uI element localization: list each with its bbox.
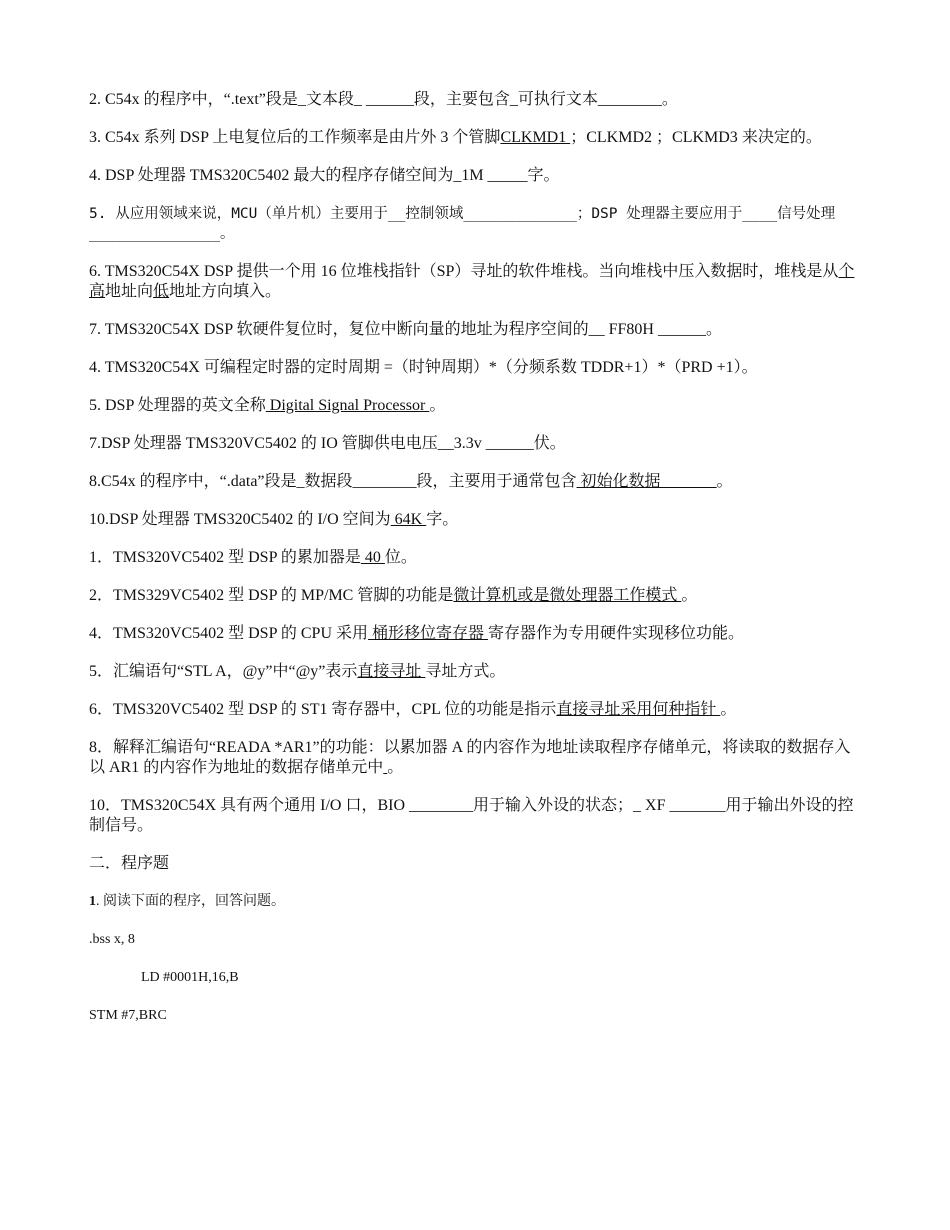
fill-item-application-domain: 5. 从应用领域来说，MCU（单片机）主要用于__控制领域_____________；DSP 处理器主要应用于____信号处理_______________。: [89, 206, 836, 242]
question-text: . 阅读下面的程序，回答问题。: [96, 894, 285, 909]
answer-low: 低: [153, 283, 170, 300]
fill-item-cpl-bit: 6．TMS320VC5402 型 DSP 的 ST1 寄存器中，CPL 位的功能是指示直接寻址采用何种指针 。: [89, 701, 737, 718]
answer-clkmd1: CLKMD1: [500, 129, 571, 146]
fill-item-timer-period: 4. TMS320C54X 可编程定时器的定时周期 =（时钟周期）*（分频系数 TDDR+1）*（PRD +1）。: [89, 359, 758, 376]
answer-mpmc-mode: 微计算机或是微处理器工作模式: [453, 587, 682, 604]
fill-item-barrel-shifter: 4．TMS320VC5402 型 DSP 的 CPU 采用 桶形移位寄存器 寄存器作为专用硬件实现移位功能。: [89, 625, 745, 642]
fill-item-addressing-mode: 5．汇编语句“STL A，@y”中“@y”表示直接寻址 寻址方式。: [89, 663, 506, 680]
code-line: .bss x, 8: [89, 932, 135, 947]
answer-cpl-pointer: 直接寻址采用何种指针: [556, 701, 721, 718]
section-title: 二．程序题: [89, 855, 170, 872]
code-line: LD #0001H,16,B: [141, 970, 239, 985]
fill-item-program-space: 4. DSP 处理器 TMS320C5402 最大的程序存储空间为_1M _____字。: [89, 167, 560, 184]
answer-40: 40: [360, 549, 385, 566]
fill-item-reset-vector: 7. TMS320C54X DSP 软硬件复位时，复位中断向量的地址为程序空间的__ FF80H ______。: [89, 321, 722, 338]
fill-item-stack-direction: 6. TMS320C54X DSP 提供一个用 16 位堆栈指针（SP）寻址的软件堆栈。当向堆栈中压入数据时，堆栈是从个高地址向低地址方向填入。: [89, 263, 855, 300]
answer-init-data: 初始化数据_______: [576, 473, 717, 490]
question-heading: [89, 892, 859, 912]
fill-item-mpmc-pin: 2．TMS329VC5402 型 DSP 的 MP/MC 管脚的功能是微计算机或是微处理器工作模式 。: [89, 587, 698, 604]
fill-item-clock-pins: 3. C54x 系列 DSP 上电复位后的工作频率是由片外 3 个管脚CLKMD1 ；CLKMD2 ；CLKMD3 来决定的。: [89, 129, 822, 146]
fill-item-io-space: 10.DSP 处理器 TMS320C5402 的 I/O 空间为 64K 字。: [89, 511, 459, 528]
question-number: 1: [89, 894, 96, 909]
answer-dsp-fullname: Digital Signal Processor: [265, 397, 430, 414]
fill-item-io-voltage: 7.DSP 处理器 TMS320VC5402 的 IO 管脚供电电压__3.3v ______伏。: [89, 435, 566, 452]
fill-item-io-ports: 10．TMS320C54X 具有两个通用 I/O 口，BIO ________用于输入外设的状态；_ XF _______用于输出外设的控制信号。: [89, 797, 854, 834]
fill-item-dsp-fullname: 5. DSP 处理器的英文全称 Digital Signal Processor 。: [89, 397, 446, 414]
code-line: STM #7,BRC: [89, 1008, 167, 1023]
fill-item-reada: 8．解释汇编语句“READA *AR1”的功能：以累加器 A 的内容作为地址读取程序存储单元，将读取的数据存入以 AR1 的内容作为地址的数据存储单元中 。: [89, 739, 851, 776]
answer-direct-addressing: 直接寻址: [357, 663, 426, 680]
answer-high: 个高: [89, 263, 855, 300]
fill-item-accumulator: 1．TMS320VC5402 型 DSP 的累加器是 40 位。: [89, 549, 417, 566]
answer-64k: 64K: [390, 511, 427, 528]
fill-item-data-segment: 8.C54x 的程序中，“.data”段是_数据段________段，主要用于通常包含 初始化数据_______。: [89, 473, 733, 490]
document-content: [89, 90, 859, 1044]
answer-barrel-shifter: 桶形移位寄存器: [368, 625, 489, 642]
fill-item-text-segment: 2. C54x 的程序中，“.text”段是_文本段_ ______段，主要包含_可执行文本________。: [89, 91, 678, 108]
